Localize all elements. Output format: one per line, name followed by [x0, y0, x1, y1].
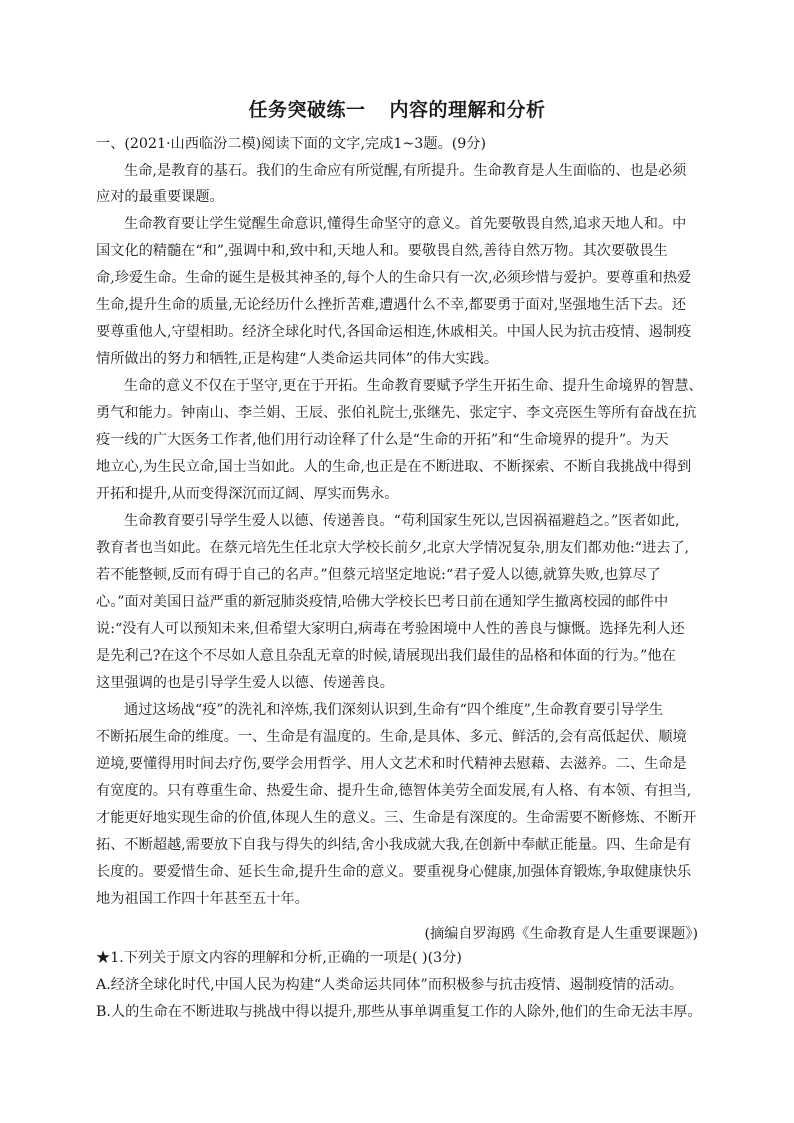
passage-line: 生命,是教育的基石。我们的生命应有所觉醒,有所提升。生命教育是人生面临的、也是必须 [124, 163, 687, 179]
passage-line: 生命教育要让学生觉醒生命意识,懂得生命坚守的意义。首先要敬畏自然,追求天地人和。中 [124, 216, 687, 232]
passage-line: 不断拓展生命的维度。一、生命是有温度的。生命,是具体、多元、鲜活的,会有高低起伏、顺境 [96, 729, 687, 745]
passage-line: 要尊重他人,守望相助。经济全球化时代,各国命运相连,休戚相关。中国人民为抗击疫情、遏制疫 [96, 324, 692, 340]
passage-line: 这里强调的也是引导学生爱人以德、传递善良。 [96, 675, 394, 691]
passage-line: 命,珍爱生命。生命的诞生是极其神圣的,每个人的生命只有一次,必须珍惜与爱护。要尊重和热爱 [96, 270, 692, 286]
passage-line: 生命,提升生命的质量,无论经历什么挫折苦难,遭遇什么不幸,都要勇于面对,坚强地生活下去。还 [96, 297, 687, 313]
option-b: B.人的生命在不断进取与挑战中得以提升,那些从事单调重复工作的人除外,他们的生命无法丰厚。 [96, 1004, 702, 1020]
passage-line: 地为祖国工作四十年甚至五十年。 [96, 891, 309, 907]
passage-line: 开拓和提升,从而变得深沉而辽阔、厚实而隽永。 [96, 486, 399, 502]
section-header: 一、(2021·山西临汾二模)阅读下面的文字,完成1~3题。(9分) [96, 136, 486, 152]
passage-line: 是先利己?在这个不尽如人意且杂乱无章的时候,请展现出我们最佳的品格和体面的行为。”他在 [96, 648, 676, 664]
passage-line: 勇气和能力。钟南山、李兰娟、王辰、张伯礼院士,张继先、张定宇、李文亮医生等所有奋战在抗 [96, 405, 697, 421]
option-a: A.经济全球化时代,中国人民为构建“人类命运共同体”而积极参与抗击疫情、遏制疫情的活动。 [96, 977, 684, 993]
passage-line: 通过这场战“疫”的洗礼和淬炼,我们深刻认识到,生命有“四个维度”,生命教育要引导学生 [124, 702, 664, 718]
question-stem: ★1.下列关于原文内容的理解和分析,正确的一项是( )(3分) [96, 950, 462, 966]
passage-line: 生命教育要引导学生爱人以德、传递善良。“苟利国家生死以,岂因祸福避趋之。”医者如此, [124, 513, 680, 529]
passage-line: 心。”面对美国日益严重的新冠肺炎疫情,哈佛大学校长巴考日前在通知学生撤离校园的邮件中 [96, 594, 669, 610]
passage-line: 长度的。要爱惜生命、延长生命,提升生命的意义。要重视身心健康,加强体育锻炼,争取健康快乐 [96, 864, 692, 880]
passage-line: 地立心,为生民立命,国士当如此。人的生命,也正是在不断进取、不断探索、不断自我挑战中得到 [96, 459, 692, 475]
passage-line: 生命的意义不仅在于坚守,更在于开拓。生命教育要赋予学生开拓生命、提升生命境界的智慧、 [124, 378, 703, 394]
source-citation: (摘编自罗海鸥《生命教育是人生重要课题》) [424, 926, 698, 942]
passage-line: 教育者也当如此。在蔡元培先生任北京大学校长前夕,北京大学情况复杂,朋友们都劝他:“进去了, [96, 540, 690, 556]
passage-line: 情所做出的努力和牺牲,正是构建“人类命运共同体”的伟大实践。 [96, 351, 499, 367]
passage-line: 疫一线的广大医务工作者,他们用行动诠释了什么是“生命的开拓”和“生命境界的提升”。为天 [96, 432, 669, 448]
passage-line: 应对的最重要课题。 [96, 189, 224, 205]
passage-line: 若不能整顿,反而有碍于自己的名声。”但蔡元培坚定地说:“君子爱人以德,就算失败,也算尽了 [96, 567, 661, 583]
passage-line: 国文化的精髓在“和”,强调中和,致中和,天地人和。要敬畏自然,善待自然万物。其次要敬畏生 [96, 243, 668, 259]
page-title [0, 95, 794, 122]
title-sub: 内容的理解和分析 [389, 99, 546, 121]
passage-line: 才能更好地实现生命的价值,体现人生的意义。三、生命是有深度的。生命需要不断修炼、不断开 [96, 810, 697, 826]
passage-line: 拓、不断超越,需要放下自我与得失的纠结,舍小我成就大我,在创新中奉献正能量。四、生命是有 [96, 837, 692, 853]
passage-line: 说:“没有人可以预知未来,但希望大家明白,病毒在考验困境中人性的善良与慷慨。选择先利人还 [96, 621, 685, 637]
passage-line: 逆境,要懂得用时间去疗伤,要学会用哲学、用人文艺术和时代精神去慰藉、去滋养。二、生命是 [96, 756, 687, 772]
passage-line: 有宽度的。只有尊重生命、热爱生命、提升生命,德智体美劳全面发展,有人格、有本领、有担当, [96, 783, 692, 799]
title-main: 任务突破练一 [248, 99, 366, 121]
